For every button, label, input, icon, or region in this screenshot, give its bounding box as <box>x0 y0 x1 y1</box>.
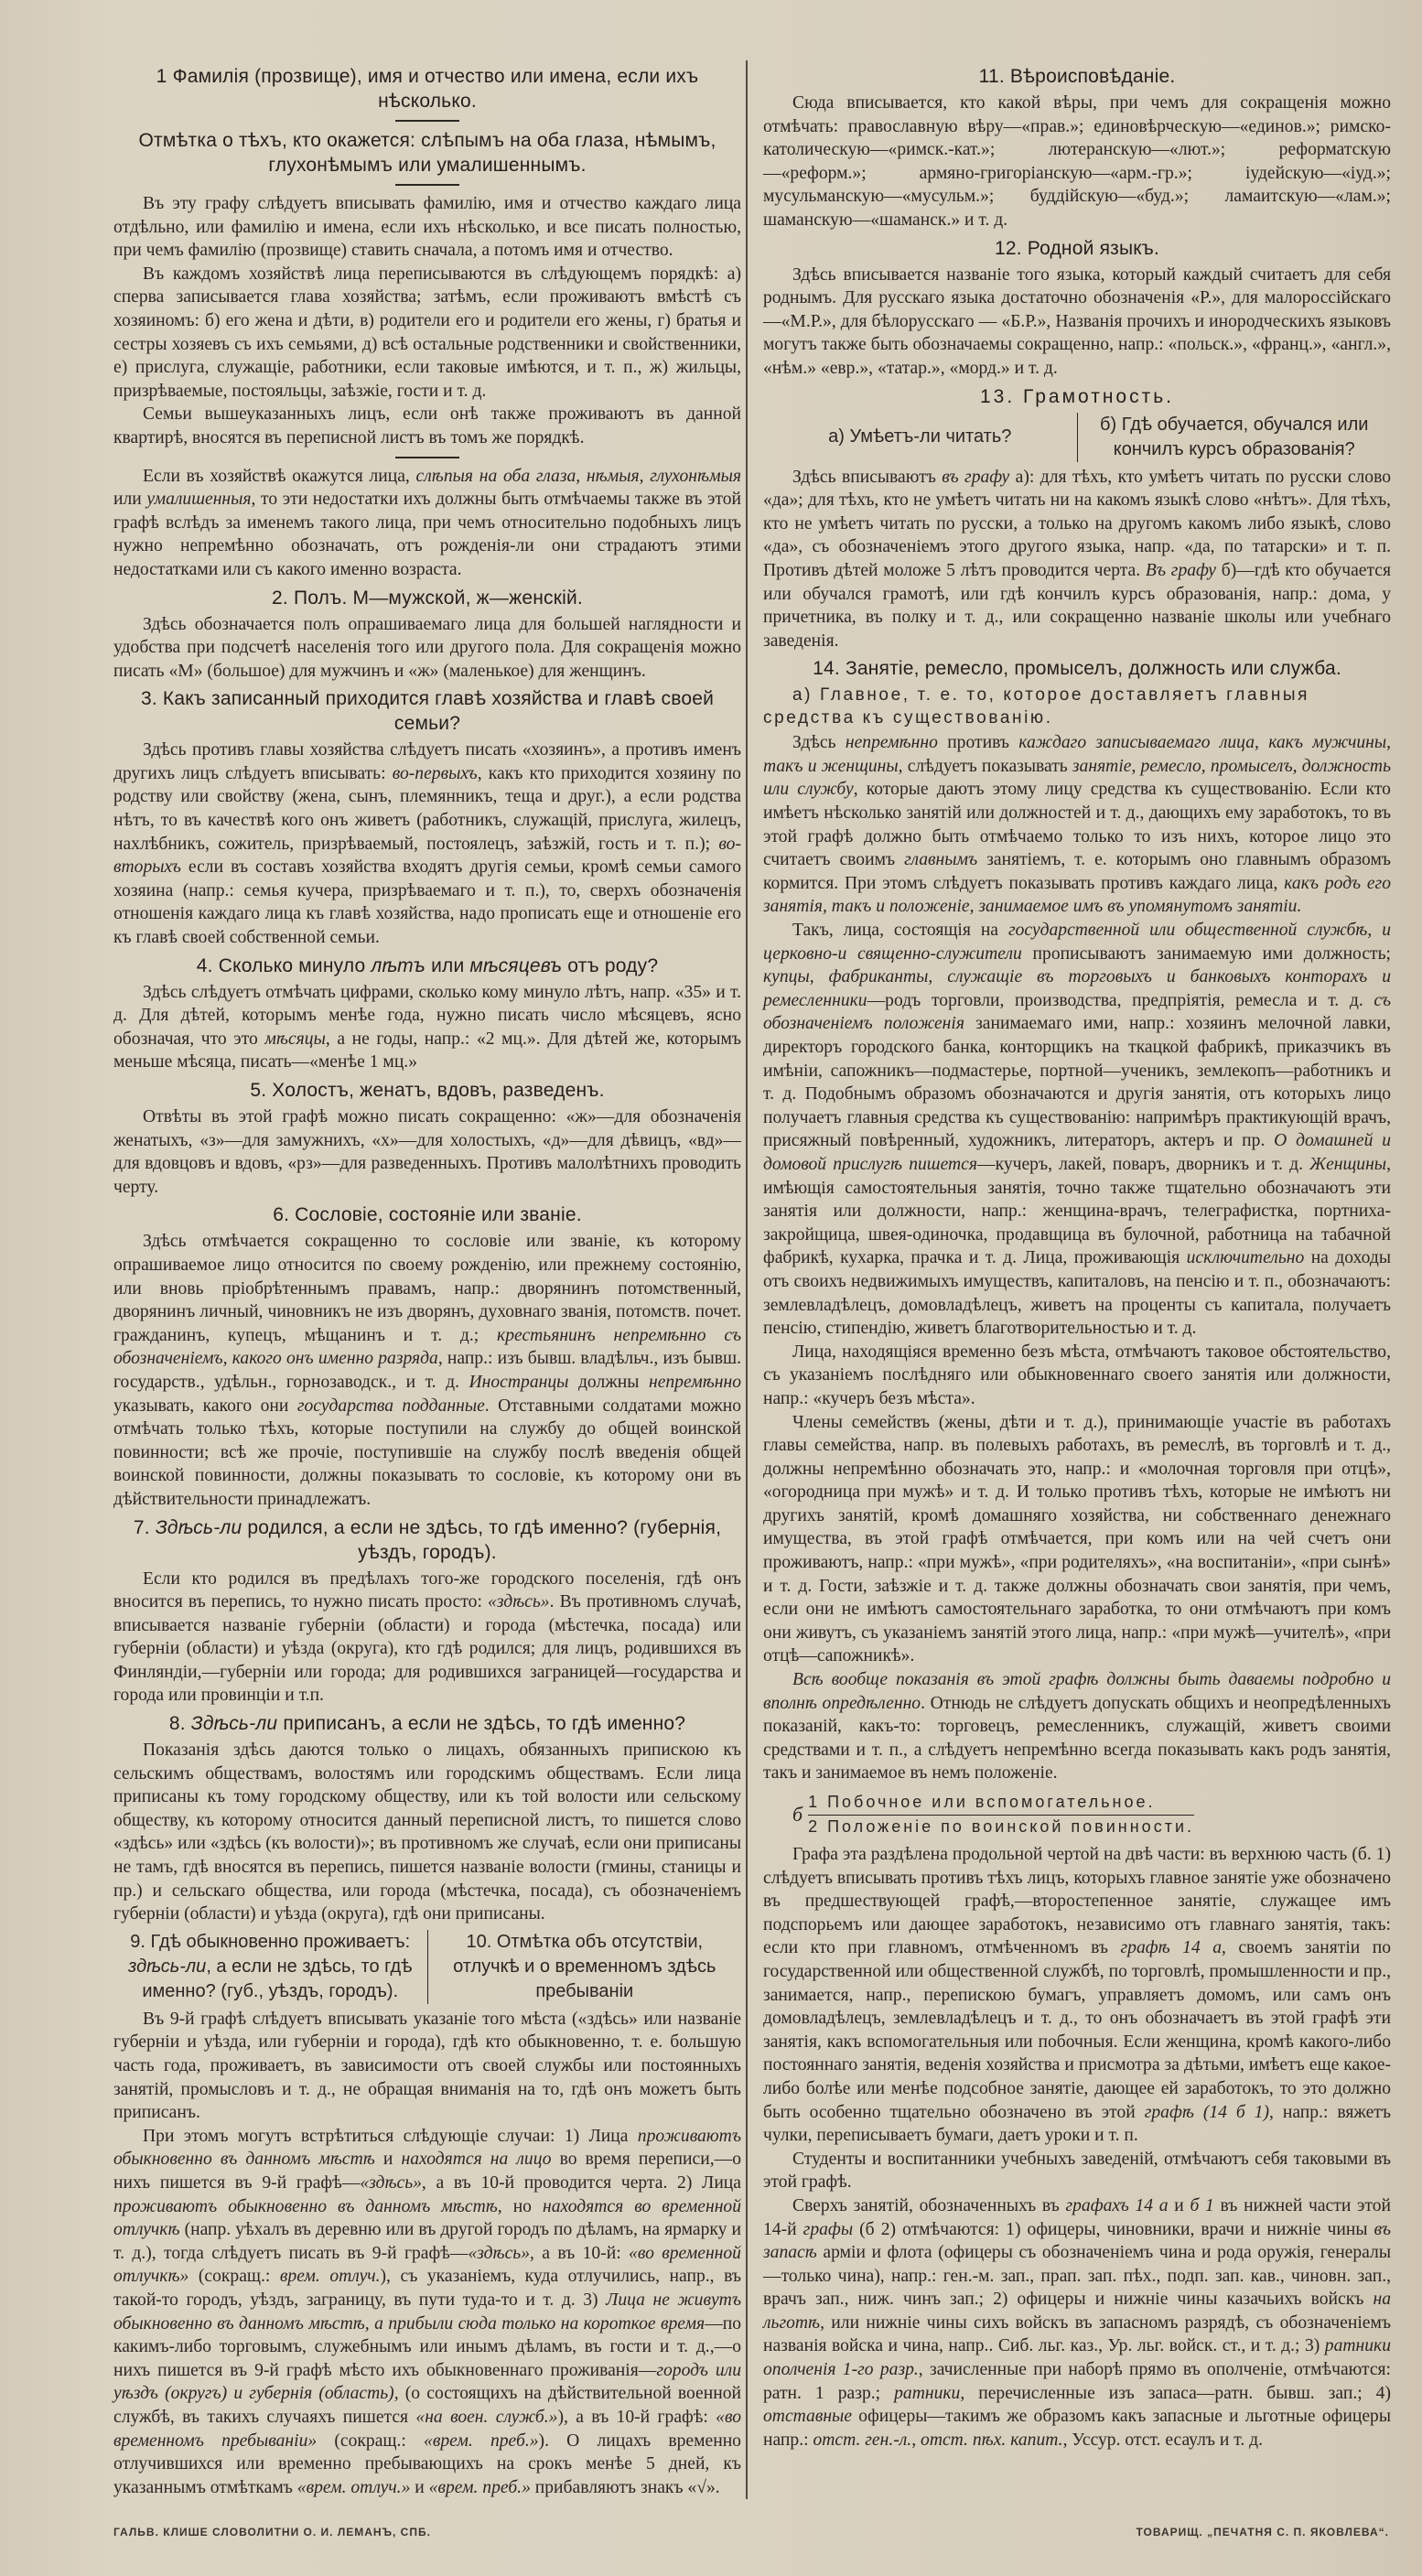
italic-run: Въ графу <box>1145 560 1217 580</box>
paragraph <box>763 1411 1391 1669</box>
text-run: . Отнюдь не слѣдуетъ допускать общихъ и неопредѣленныхъ показаній, какъ-то: торговецъ, ремесленникъ, служащій, живетъ своими средствами и т. п., а слѣдуетъ непремѣнно всегда показывать какъ родъ занятія, такъ и занимаемое въ немъ положеніе. <box>763 1693 1391 1784</box>
text-run: Члены семействъ (жены, дѣти и т. д.), принимающіе участіе въ работахъ главы семейства, напр. въ полевыхъ работахъ, въ ремеслѣ, въ торговлѣ и т. д., должны непремѣнно обозначать это, напр.: и «молочная торговля при отцѣ», «огородница при мужѣ» и т. д. И только противъ тѣхъ, которые не имѣютъ ни другихъ занятій, кромѣ домашняго хозяйства, ни собственнаго денежнаго имущества, въ этой графѣ отмѣчается, при комъ или на чей счетъ они проживаютъ, напр.: «при мужѣ», «при родителяхъ», «на воспитаніи», «при сынѣ» и т. д. Гости, заѣзжіе и т. д. также должны обозначать свои занятія, при чемъ, если они не имѣютъ самостоятельнаго заработка, то они отмѣчаютъ при комъ они живутъ, съ указаніемъ занятій этого лица, напр.: «при мужѣ—учителѣ», «при отцѣ—сапожникѣ». <box>763 1412 1391 1666</box>
text-run: , а въ 10-й проводится черта. 2) Лица <box>421 2172 741 2193</box>
italic-run: въ графу <box>942 467 1010 487</box>
text-run: , зачисленные при наборѣ прямо въ ополченіе, отмѣчаются: ратн. 1 разр.; <box>763 2360 1391 2403</box>
text-run: 4. Сколько минуло <box>196 954 372 976</box>
text-run: , напр.: изъ бывш. владѣльч., изъ бывш. государств., удѣльн., горнозаводск., и т. д. <box>113 1349 741 1392</box>
italic-run: крестьянинъ непремѣнно съ обозначеніемъ, какого онъ именно разряда <box>113 1325 741 1369</box>
fraction-top: 1 Побочное или вспомогательное. <box>808 1791 1194 1816</box>
split-heading-left <box>763 413 1078 462</box>
paragraph <box>113 2008 741 2125</box>
italic-run: графы <box>803 2219 854 2239</box>
paragraph <box>763 92 1391 232</box>
text-run: Семьи вышеуказанныхъ лицъ, если онѣ также проживаютъ въ данной квартирѣ, вносятся въ переписной листъ въ томъ же порядкѣ. <box>113 404 741 447</box>
text-run: а): для тѣхъ, кто умѣетъ читать по русски слово «да»; для тѣхъ, кто не умѣетъ читать ни на какомъ языкѣ слово «нѣтъ». Для тѣхъ, кто не умѣетъ читать по русски, а только на другомъ какомъ либо языкѣ, слово «да», съ обозначеніемъ этого другого языка, напр. «да, по татарски» и т. п. Противъ дѣтей моложе 5 лѣтъ проводится черта. <box>763 467 1392 580</box>
italic-run: исключительно <box>1186 1248 1305 1268</box>
italic-run: Иностранцы <box>469 1372 569 1392</box>
italic-run: «здѣсь» <box>488 1592 550 1612</box>
italic-run: городъ или уѣздъ (округъ) и губернія (область) <box>113 2360 741 2404</box>
italic-run: отст. ген.-л. <box>813 2430 912 2450</box>
text-run: , напр.: вяжетъ чулки, переписываетъ бумаги, даетъ уроки и т. п. <box>763 2102 1392 2146</box>
text-run: . Въ противномъ случаѣ, вписывается названіе губерніи (области) и города (мѣстечка, посада) или губерніи (области) и уѣзда (округа), кто гдѣ родился; для лицъ, родившихся въ Финляндіи,—губерніи или города; для родившихся заграницей—государства и города или провинціи и т.п. <box>113 1592 741 1706</box>
text-run: Здѣсь слѣдуетъ отмѣчать цифрами, сколько кому минуло лѣтъ, напр. «35» и т. д. Для дѣтей, которымъ менѣе года, нужно писать число мѣсяцевъ, ясно обозначая, что это <box>113 982 741 1049</box>
text-run: Въ каждомъ хозяйствѣ лица переписываются въ слѣдующемъ порядкѣ: а) сперва записывается глава хозяйства; затѣмъ, если проживаютъ вмѣстѣ съ хозяиномъ: б) его жена и дѣти, в) родители его и родители его жены, г) братья и сестры хозяевъ съ ихъ семьями, д) всѣ остальные родственники и свойственники, е) прислуга, служащіе, работники, если таковые имѣются, и т. п., ж) жильцы, призрѣваемые, постояльцы, заѣзжіе, гости и т. д. <box>113 264 741 401</box>
text-run: , перечисленные изъ запаса—ратн. бывш. зап.; 4) <box>960 2383 1391 2403</box>
italic-run: мѣсяцы <box>264 1029 326 1049</box>
text-run: Если кто родился въ предѣлахъ того-же городского поселенія, гдѣ онъ вносится въ перепись, то нужно писать просто: <box>113 1568 741 1612</box>
text-run: , а не годы, напр.: «2 мц.». Для дѣтей же, которымъ меньше мѣсяца, писать—«менѣе 1 мц.» <box>113 1029 741 1072</box>
section-heading: Отмѣтка о тѣхъ, кто окажется: слѣпымъ на оба глаза, нѣмымъ, глухонѣмымъ или умалишеннымъ. <box>138 130 716 176</box>
text-run: занятіемъ, т. е. которымъ оно главнымъ образомъ кормится. При этомъ слѣдуетъ показывать противъ каждаго лица, <box>763 850 1391 893</box>
text-run: , <box>911 2430 921 2450</box>
text-run: ), а въ 10-й графѣ: <box>557 2407 716 2427</box>
text-run: и <box>410 2477 429 2497</box>
split-heading <box>113 1930 741 2004</box>
italic-run: графахъ 14 а <box>1065 2195 1169 2215</box>
paragraph <box>763 466 1391 653</box>
fraction-body <box>808 1791 1194 1838</box>
text-run: Здѣсь вписывается названіе того языка, который каждый считаетъ для себя роднымъ. Для русскаго языка достаточно обозначенія «Р.», для малороссійскаго—«М.Р.», для бѣлорусскаго — «Б.Р.», Названія прочихъ и инородческихъ языковъ могутъ также быть обозначаемы сокращенно, напр.: «польск.», «франц.», «англ.», «нѣм.» «евр.», «татар.», «морд.» и т. д. <box>763 264 1391 378</box>
text-run: 9. Гдѣ обыкновенно проживаетъ: <box>130 1931 411 1952</box>
section-heading <box>113 1711 741 1736</box>
italic-run: главнымъ <box>904 850 978 870</box>
text-run: Студенты и воспитанники учебныхъ заведеній, отмѣчаютъ себя таковыми въ этой графѣ. <box>763 2149 1391 2193</box>
italic-run: находятся во временной отлучкѣ <box>113 2196 742 2240</box>
text-run: и <box>374 2150 402 2170</box>
printer-imprint-right: ТОВАРИЩ. „ПЕЧАТНЯ С. П. ЯКОВЛЕВА“. <box>1136 2526 1389 2539</box>
text-run: б)—гдѣ кто обучается или обучался грамотѣ, или гдѣ кончилъ курсъ образованія, напр.: дома, у причетника, въ полку и т. д., или сокращенно названіе школы или учебнаго заведенія. <box>763 560 1391 651</box>
italic-run: каждаго записываемаго лица, какъ мужчины, такъ и женщины <box>763 733 1392 776</box>
text-run: прописываютъ занимаемую ими должность; <box>1021 943 1391 964</box>
text-run: . Отставными солдатами можно отмѣчать только тѣхъ, которые поступили на службу до общей воинской повинности; всѣ же прочіе, поступившіе на службу послѣ введенія общей воинской повинности, должны показывать то сословіе, къ которому они въ дѣйствительности принадлежатъ. <box>113 1396 741 1509</box>
separator-rule <box>395 120 459 122</box>
paragraph <box>763 919 1391 1341</box>
fraction-bottom: 2 Положеніе по воинской повинности. <box>808 1817 1194 1836</box>
text-run: (сокращ.: <box>317 2430 425 2451</box>
section-heading: 11. Вѣроисповѣданіе. <box>978 66 1176 87</box>
text-run: Здѣсь вписываютъ <box>792 467 943 487</box>
text-run: и <box>1168 2195 1190 2215</box>
subsection-heading: а) Главное, т. е. то, которое доставляетъ главныя средства къ существованію. <box>763 685 1310 728</box>
text-run: , своемъ занятіи по государственной или общественной службѣ, по торговлѣ, промышленности и пр., занимается, напр., перепискою бумагъ, управляетъ домомъ, или самъ онъ домовладѣлецъ, землевладѣлецъ и т. д., то онъ обозначаетъ въ этой графѣ эти занятія, какъ вспомогательныя или побочныя. Если женщина, кромѣ какого-либо постояннаго занятія, веденія хозяйства и присмотра за дѣтьми, имѣетъ еще какое-либо болѣе или менѣе подсобное занятіе, дающее ей заработокъ, то это должно быть особенно тщательно обозначено въ этой <box>763 1938 1391 2122</box>
text-run: (сокращ.: <box>189 2267 280 2287</box>
text-run: а) Умѣетъ-ли читать? <box>828 426 1012 447</box>
text-run: —родъ торговли, производства, предпріятія, ремесла и т. д. <box>867 990 1374 1010</box>
heading-text <box>119 1930 422 2004</box>
paragraph <box>763 731 1391 919</box>
text-run: , (о состоящихъ на дѣйствительной военной службѣ, въ такихъ случаяхъ пишется <box>113 2384 741 2427</box>
text-run: офицеры—такимъ же образомъ какъ запасные и льготные офицеры напр.: <box>763 2407 1391 2450</box>
text-run: Показанія здѣсь даются только о лицахъ, обязанныхъ припискою къ сельскимъ обществамъ, волостямъ или городскимъ обществамъ. Если лица приписаны къ тому городскому обществу, или къ той волости или сельскому обществу, къ которому относится данный переписной листъ, то пишется слово «здѣсь» или «здѣсь (къ волости)»; въ противномъ же случаѣ, если они приписаны не тамъ, гдѣ вносятся въ перепись, пишется названіе волости (гмины, станицы и пр.) и сельскаго общества, или города (мѣстечка, посада), съ обозначеніемъ губерніи (области) и уѣзда (округа), гдѣ они приписаны. <box>113 1741 741 1924</box>
text-run: приписанъ, а если не здѣсь, то гдѣ именно? <box>277 1713 686 1735</box>
left-column <box>113 60 741 2499</box>
italic-run: государства подданные <box>296 1396 485 1416</box>
text-run: должны <box>568 1372 649 1392</box>
paragraph <box>763 2148 1391 2194</box>
text-run: , но <box>497 2196 543 2216</box>
separator-rule <box>395 457 459 458</box>
italic-run: здѣсь-ли <box>128 1956 207 1977</box>
italic-run: Здѣсь-ли <box>155 1516 242 1538</box>
text-run: ). О лицахъ временно отлучившихся или временно пребывающихъ на срокъ менѣе 5 дней, къ указаннымъ отмѣткамъ <box>113 2430 741 2497</box>
italic-run: непремѣнно <box>648 1372 741 1392</box>
text-run: , которые даютъ этому лицу средства къ существованію. Если кто имѣетъ нѣсколько занятій или должностей и т. д., дающихъ ему заработокъ, то въ этой графѣ должно быть отмѣчаемо только то изъ нихъ, которое лицо это считаетъ своимъ <box>763 780 1391 870</box>
italic-run: съ обозначеніемъ положенія <box>763 990 1391 1034</box>
italic-run: какъ родъ его занятія, такъ и положеніе, занимаемое имъ въ упомянутомъ занятіи. <box>763 873 1391 917</box>
italic-run: занятіе, ремесло, промыселъ, должность или службу <box>763 756 1391 800</box>
italic-run: мѣсяцевъ <box>469 954 563 976</box>
paragraph <box>113 192 741 263</box>
text-run: При этомъ могутъ встрѣтиться слѣдующіе случаи: 1) Лица <box>143 2126 638 2146</box>
italic-run: «на воен. служб.» <box>415 2407 558 2427</box>
section-heading: 3. Какъ записанный приходится главѣ хозяйства и главѣ своей семьи? <box>140 688 715 735</box>
italic-run: «во временной отлучкѣ» <box>113 2243 741 2287</box>
italic-run: ратники ополченія 1-го разр. <box>763 2336 1391 2380</box>
split-heading <box>763 413 1391 462</box>
text-run: Графа эта раздѣлена продольной чертой на двѣ части: въ верхнюю часть (б. 1) слѣдуетъ вписывать противъ тѣхъ лицъ, которыхъ главное занятіе уже обозначено въ предшествующей графѣ,—второстепенное занятіе, служащее имъ подспорьемъ или дающее заработокъ, независимо отъ главнаго занятія, такъ: если кто при главномъ, отмѣченномъ въ <box>763 1845 1391 1958</box>
italic-run: О домашней и домовой прислугѣ пишется <box>763 1131 1391 1174</box>
text-run: (напр. уѣхалъ въ деревню или въ другой городъ по дѣламъ, на ярмарку и т. д.), тогда слѣдуетъ писать въ 9-й графѣ— <box>113 2220 741 2263</box>
italic-run: б 1 <box>1190 2195 1214 2215</box>
split-heading-right <box>428 1930 742 2004</box>
italic-run: «здѣсь» <box>360 2172 422 2193</box>
text-run: арміи и флота (офицеры съ обозначеніемъ чина и рода оружія, генералы—только чина), напр.: ген.-м. зап., прап. зап. пѣх., подп. зап. кав., чиновн. зап., врачъ зап., ниж. чинъ зап.; 2) офицеры и нижніе чины казачьихъ войскъ <box>763 2243 1391 2310</box>
text-run: отъ роду? <box>562 954 659 976</box>
printer-imprint-left: ГАЛЬВ. КЛИШЕ СЛОВОЛИТНИ О. И. ЛЕМАНЪ, СПБ. <box>113 2526 431 2539</box>
italic-run: на льготѣ <box>763 2290 1391 2333</box>
section-heading: 5. Холостъ, женатъ, вдовъ, разведенъ. <box>250 1080 605 1101</box>
italic-run: графѣ 14 а <box>1120 1938 1222 1958</box>
section-heading: 14. Занятіе, ремесло, промыселъ, должность или служба. <box>813 658 1341 680</box>
text-run: , то эти недостатки ихъ должны быть отмѣчаемы также въ этой графѣ вслѣдъ за именемъ такого лица, при чемъ относительно подобныхъ лицъ нужно непремѣнно обозначать, отъ рожденія-ли они страдаютъ этими недостатками или съ какого именно возраста. <box>113 490 741 579</box>
paragraph <box>113 1739 741 1926</box>
italic-run: врем. отлуч. <box>279 2267 381 2287</box>
italic-run: «врем. преб.» <box>428 2477 531 2497</box>
two-column-body <box>113 60 1392 2499</box>
fraction-letter: б <box>792 1802 803 1826</box>
text-run: Если въ хозяйствѣ окажутся лица, <box>143 466 416 486</box>
text-run: б) Гдѣ обучается, обучался или кончилъ курсъ образованія? <box>1100 414 1369 459</box>
italic-run: «врем. преб.» <box>424 2430 539 2451</box>
text-run: , слѣдуетъ показывать <box>898 756 1072 776</box>
text-run: 10. Отмѣтка объ отсутствіи, отлучкѣ и о временномъ здѣсь пребываніи <box>453 1931 716 2001</box>
paragraph <box>763 2194 1391 2452</box>
italic-run: государственной или общественной службѣ, и церковно-и священно-служители <box>763 921 1391 964</box>
italic-run: въ запасѣ <box>763 2219 1391 2263</box>
italic-run: отставные <box>763 2407 853 2427</box>
text-run: —кучеръ, лакей, поваръ, дворникъ и т. д. <box>976 1154 1310 1174</box>
text-run: на доходы отъ своихъ недвижимыхъ имуществъ, капиталовъ, на пенсію и т. п., обозначаютъ: землевладѣлецъ, домовладѣлецъ, живетъ на проценты съ капитала, получаетъ пенсію, стипендію, живетъ благотворительностью и т. д. <box>763 1248 1391 1339</box>
text-run: 8. <box>168 1713 191 1735</box>
paragraph <box>113 613 741 684</box>
text-run: Такъ, лица, состоящія на <box>792 921 1008 941</box>
section-heading: 2. Полъ. М—мужской, ж—женскій. <box>272 587 583 609</box>
split-heading-right <box>1078 413 1392 462</box>
paragraph <box>113 981 741 1074</box>
fraction-heading <box>792 1791 1391 1838</box>
heading-text <box>828 425 1011 449</box>
paragraph <box>113 2125 741 2500</box>
italic-run: Здѣсь-ли <box>190 1713 278 1735</box>
text-run: Сверхъ занятій, обозначенныхъ въ <box>792 2195 1066 2215</box>
italic-run: Женщины <box>1309 1154 1387 1174</box>
paragraph <box>113 465 741 582</box>
italic-run: слѣпыя на оба глаза, нѣмыя, глухонѣмыя <box>415 466 741 486</box>
text-run: указывать, какого они <box>113 1396 297 1416</box>
section-heading <box>113 954 741 978</box>
text-run: (б 2) отмѣчаются: 1) офицеры, чиновники, врачи и нижніе чины <box>853 2219 1374 2239</box>
italic-run: «врем. отлуч.» <box>296 2477 411 2497</box>
italic-run: проживаютъ обыкновенно въ данномъ мѣстѣ <box>113 2196 498 2216</box>
section-heading <box>113 1515 741 1565</box>
text-run: Здѣсь противъ главы хозяйства слѣдуетъ писать «хозяинъ», а противъ именъ другихъ лицъ слѣдуетъ вписывать: <box>113 740 741 783</box>
text-run: , или нижніе чины сихъ войскъ въ запасномъ разрядѣ, съ обозначеніемъ названія войска и чина, напр.. Сиб. льг. каз., Ур. льг. войск. ст., и т. д.; 3) <box>763 2312 1391 2356</box>
text-run: Отвѣты въ этой графѣ можно писать сокращенно: «ж»—для обозначенія женатыхъ, «з»—для замужнихъ, «х»—для холостыхъ, «д»—для дѣвицъ, «вд»—для вдовцовъ и вдовъ, «рз»—для разведенныхъ. Противъ малолѣтнихъ проводить черту. <box>113 1107 741 1197</box>
paragraph <box>113 1105 741 1199</box>
text-run: Въ 9-й графѣ слѣдуетъ вписывать указаніе того мѣста («здѣсь» или названіе губерніи и уѣзда, или губерніи и города), гдѣ кто обыкновенно, т. е. большую часть года, проживаетъ, въ зависимости отъ своей службы или постоянныхъ занятій, промысловъ и т. д., не обращая вниманія на то, гдѣ онъ можетъ быть приписанъ. <box>113 2009 741 2123</box>
italic-run: Всѣ вообще показанія въ этой графѣ должны быть даваемы подробно и вполнѣ опредѣленно <box>763 1670 1391 1713</box>
italic-run: проживаютъ обыкновенно въ данномъ мѣстѣ <box>113 2126 741 2170</box>
italic-run: во-первыхъ <box>392 763 478 783</box>
text-run: ), съ указаніемъ, куда отлучились, напр., въ такой-то городъ, уѣздъ, заграницу, въ пути туда-то и т. д. 3) <box>113 2267 741 2310</box>
italic-run: ратники <box>894 2383 961 2403</box>
italic-run: «здѣсь» <box>468 2243 531 2263</box>
italic-run: графѣ (14 б 1) <box>1144 2102 1270 2122</box>
right-column <box>746 60 1391 2499</box>
italic-run: во-вторыхъ <box>113 834 741 878</box>
text-run: , имѣющія самостоятельныя занятія, точно также тщательно обозначаютъ эти занятія или должности, напр.: женщина-врачъ, телеграфистка, портниха-закройщица, швея-одиночка, продавщица въ булочной, работница на табачной фабрикѣ, кухарка, прачка и т. д. Лица, проживающія <box>763 1154 1391 1268</box>
text-run: , какъ кто приходится хозяину по родству или свойству (жена, сынъ, племянникъ, теща и друг.), а если родства нѣтъ, то въ качествѣ кого онъ живетъ (работникъ, служащій, прислуга, жилецъ, нахлѣбникъ, сожитель, призрѣваемый, постоялецъ, заѣзжій, гость и т. п.); <box>113 763 741 854</box>
section-heading: 13. Грамотность. <box>979 385 1175 407</box>
paragraph <box>113 263 741 404</box>
italic-run: лѣтъ <box>371 954 426 976</box>
paragraph <box>763 1341 1391 1411</box>
section-heading: 6. Сословіе, состояніе или званіе. <box>273 1204 582 1226</box>
text-run: , Уссур. отст. есаулъ и т. д. <box>1062 2430 1264 2450</box>
heading-text <box>434 1930 737 2004</box>
text-run: , а въ 10-й: <box>530 2243 630 2263</box>
paragraph <box>113 403 741 449</box>
paragraph <box>763 264 1391 381</box>
text-run: родился, а если не здѣсь, то гдѣ именно? (губернія, уѣздъ, городъ). <box>242 1516 722 1563</box>
text-run: 7. <box>133 1516 156 1538</box>
text-run: Здѣсь отмѣчается сокращенно то сословіе или званіе, къ которому опрашиваемое лицо относится по своему рожденію, или прежнему состоянію, или вновь пріобрѣтеннымъ правамъ, напр.: дворянинъ потомственный, дворянинъ личный, чиновникъ не изъ дворянъ, духовнаго званія, потомств. почет. гражданинъ, купецъ, мѣщанинъ и т. д.; <box>113 1232 741 1345</box>
paragraph <box>113 738 741 949</box>
paragraph <box>113 1230 741 1511</box>
italic-run: отст. пѣх. капит. <box>921 2430 1063 2450</box>
italic-run: находятся на лицо <box>401 2150 552 2170</box>
italic-run: купцы, фабриканты, служащіе въ торговыхъ и банковыхъ конторахъ и ремесленники <box>763 967 1391 1010</box>
text-run: Здѣсь <box>792 733 846 753</box>
text-run: если въ составъ хозяйства входятъ другія семьи, кромѣ семьи самого хозяина (напр.: семья кучера, призрѣваемаго и т. п.), то, сверхъ обозначенія отношенія каждаго лица къ главѣ хозяйства, надо прописать еще и отношеніе его къ главѣ своей собственной семьи. <box>113 857 741 948</box>
paragraph <box>763 1843 1391 2148</box>
italic-run: непремѣнно <box>845 733 938 753</box>
text-run: занимаемаго ими, напр.: хозяинъ мелочной лавки, директоръ городского банка, конторщикъ на ткацкой фабрикѣ, приказчикъ въ имѣніи, сапожникъ—подмастерье, портной—ученикъ, землекопъ—работникъ и т. д. Подобнымъ образомъ обозначаются и другія занятія, отъ которыхъ лицо получаетъ главныя средства къ существованію: напримѣръ практикующій врачъ, присяжный повѣренный, художникъ, литераторъ, актеръ и пр. <box>763 1014 1392 1151</box>
italic-run: «во временномъ пребываніи» <box>113 2407 741 2451</box>
heading-text <box>1083 413 1386 462</box>
paragraph <box>113 1568 741 1708</box>
paragraph <box>763 1668 1391 1785</box>
text-run: Здѣсь обозначается полъ опрашиваемаго лица для большей наглядности и удобства при подсчетѣ населенія того или другого пола. Для сокращенія можно писать «М» (большое) для мужчинъ и «ж» (маленькое) для женщинъ. <box>113 614 741 681</box>
text-run: или <box>426 954 470 976</box>
text-run: или <box>113 490 147 510</box>
text-run: противъ <box>937 733 1019 753</box>
text-run: прибавляютъ знакъ «√». <box>530 2477 720 2497</box>
footer <box>113 2525 1389 2539</box>
section-heading: 12. Родной языкъ. <box>994 237 1160 259</box>
text-run: —по какимъ-либо торговымъ, служебнымъ или инымъ дѣламъ, въ гости и т. д.,—о нихъ пишется въ 9-й графѣ мѣсто ихъ обыкновеннаго проживанія— <box>113 2313 741 2380</box>
text-run: Въ эту графу слѣдуетъ вписывать фамилію, имя и отчество каждаго лица отдѣльно, или фамилію и имена, если ихъ нѣсколько, и все писать полностью, при чемъ фамилію (прозвище) ставить сначала, а потомъ имя и отчество. <box>113 194 741 261</box>
italic-run: Лица не живутъ обыкновенно въ данномъ мѣстѣ, а прибыли сюда только на короткое время <box>113 2290 741 2333</box>
section-heading: 1 Фамилія (прозвище), имя и отчество или имена, если ихъ нѣсколько. <box>156 66 699 112</box>
text-run: , а если не здѣсь, то гдѣ именно? (губ., уѣздъ, городъ). <box>142 1956 413 2001</box>
split-heading-left <box>113 1930 428 2004</box>
text-run: въ нижней части этой 14-й <box>763 2195 1391 2239</box>
separator-rule <box>395 184 459 186</box>
text-run: Сюда вписывается, кто какой вѣры, при чемъ для сокращенія можно отмѣчать: православную вѣру—«прав.»; единовѣрческую—«единов.»; римско-католическую—«римск.-кат.»; лютеранскую—«лют.»; реформатскую—«реформ.»; армяно-григоріанскую—«арм.-гр.»; іудейскую—«іуд.»; мусульманскую—«мусульм.»; буддійскую—«буд.»; ламаитскую—«лам.»; шаманскую—«шаманск.» и т. д. <box>763 93 1391 230</box>
italic-run: умалишенныя <box>146 490 252 510</box>
text-run: Лица, находящіяся временно безъ мѣста, отмѣчаютъ таковое обстоятельство, съ указаніемъ послѣдняго или обыкновеннаго своего занятія или должности, напр.: «кучеръ безъ мѣста». <box>763 1342 1391 1408</box>
text-run: во время переписи,—о нихъ пишется въ 9-й графѣ— <box>113 2150 741 2193</box>
